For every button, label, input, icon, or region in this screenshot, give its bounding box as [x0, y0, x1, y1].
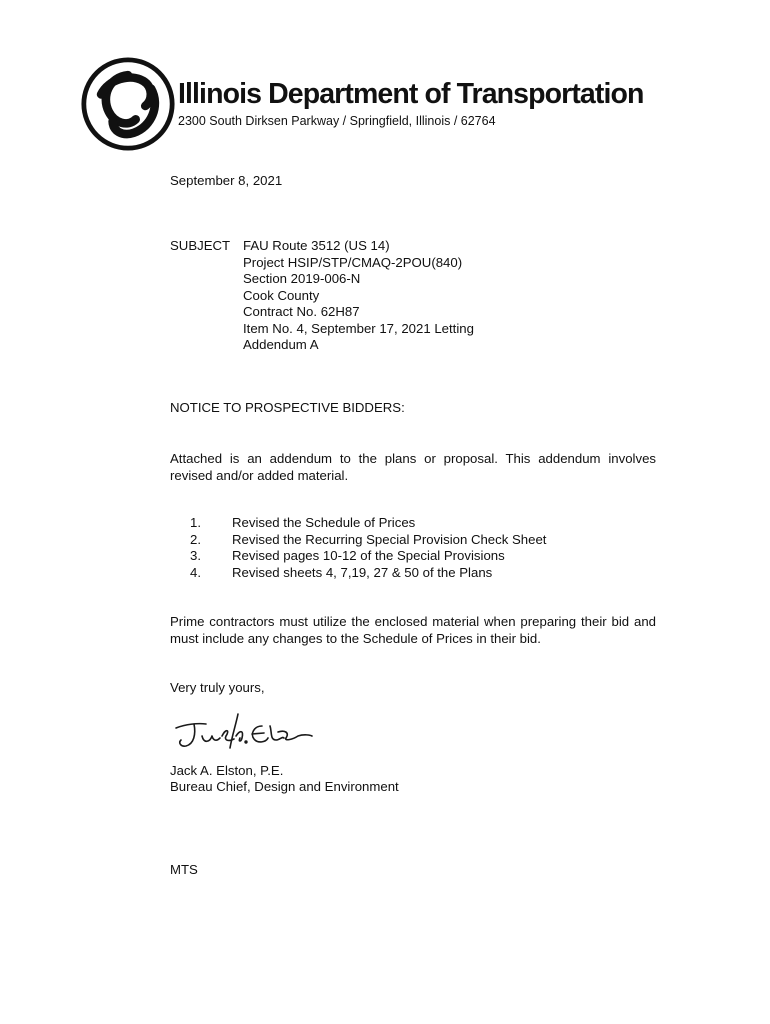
- list-item: [190, 515, 546, 532]
- letter-date: September 8, 2021: [170, 173, 283, 188]
- signer-title: Bureau Chief, Design and Environment: [170, 779, 399, 794]
- closing-salutation: Very truly yours,: [170, 680, 265, 695]
- subject-line: Addendum A: [243, 337, 319, 352]
- notice-heading: NOTICE TO PROSPECTIVE BIDDERS:: [170, 400, 405, 415]
- list-item-text: Revised sheets 4, 7,19, 27 & 50 of the Plans: [232, 564, 493, 580]
- subject-line: Section 2019-006-N: [243, 271, 361, 286]
- revisions-list: [190, 515, 546, 581]
- org-name: Illinois Department of Transportation: [178, 78, 644, 110]
- subject-line: Cook County: [243, 287, 320, 303]
- list-item-number: 4.: [190, 564, 201, 580]
- list-item: [190, 532, 546, 549]
- list-item-number: 1.: [190, 515, 201, 530]
- org-address: 2300 South Dirksen Parkway / Springfield, Illinois / 62764: [178, 114, 496, 128]
- list-item-text: Revised the Schedule of Prices: [232, 515, 416, 530]
- subject-lines: [243, 238, 474, 354]
- subject-line: Item No. 4, September 17, 2021 Letting: [243, 320, 474, 336]
- list-item-number: 3.: [190, 548, 201, 563]
- subject-line: Project HSIP/STP/CMAQ-2POU(840): [243, 254, 463, 270]
- subject-line: FAU Route 3512 (US 14): [243, 238, 390, 253]
- list-item: [190, 548, 546, 565]
- subject-line: Contract No. 62H87: [243, 304, 360, 319]
- list-item-text: Revised the Recurring Special Provision Check Sheet: [232, 531, 547, 547]
- typist-initials: MTS: [170, 862, 198, 877]
- subject-label: SUBJECT: [170, 238, 231, 253]
- intro-paragraph: Attached is an addendum to the plans or proposal. This addendum involves revised and/or added material.: [170, 451, 656, 483]
- list-item-number: 2.: [190, 531, 201, 547]
- idot-logo-icon: [80, 56, 176, 152]
- list-item-text: Revised pages 10-12 of the Special Provisions: [232, 548, 505, 563]
- list-item: [190, 565, 546, 582]
- signer-name: Jack A. Elston, P.E.: [170, 763, 284, 778]
- closing-paragraph: Prime contractors must utilize the enclosed material when preparing their bid and must include any changes to the Schedule of Prices in their bid.: [170, 614, 656, 646]
- handwritten-signature-icon: [172, 706, 314, 758]
